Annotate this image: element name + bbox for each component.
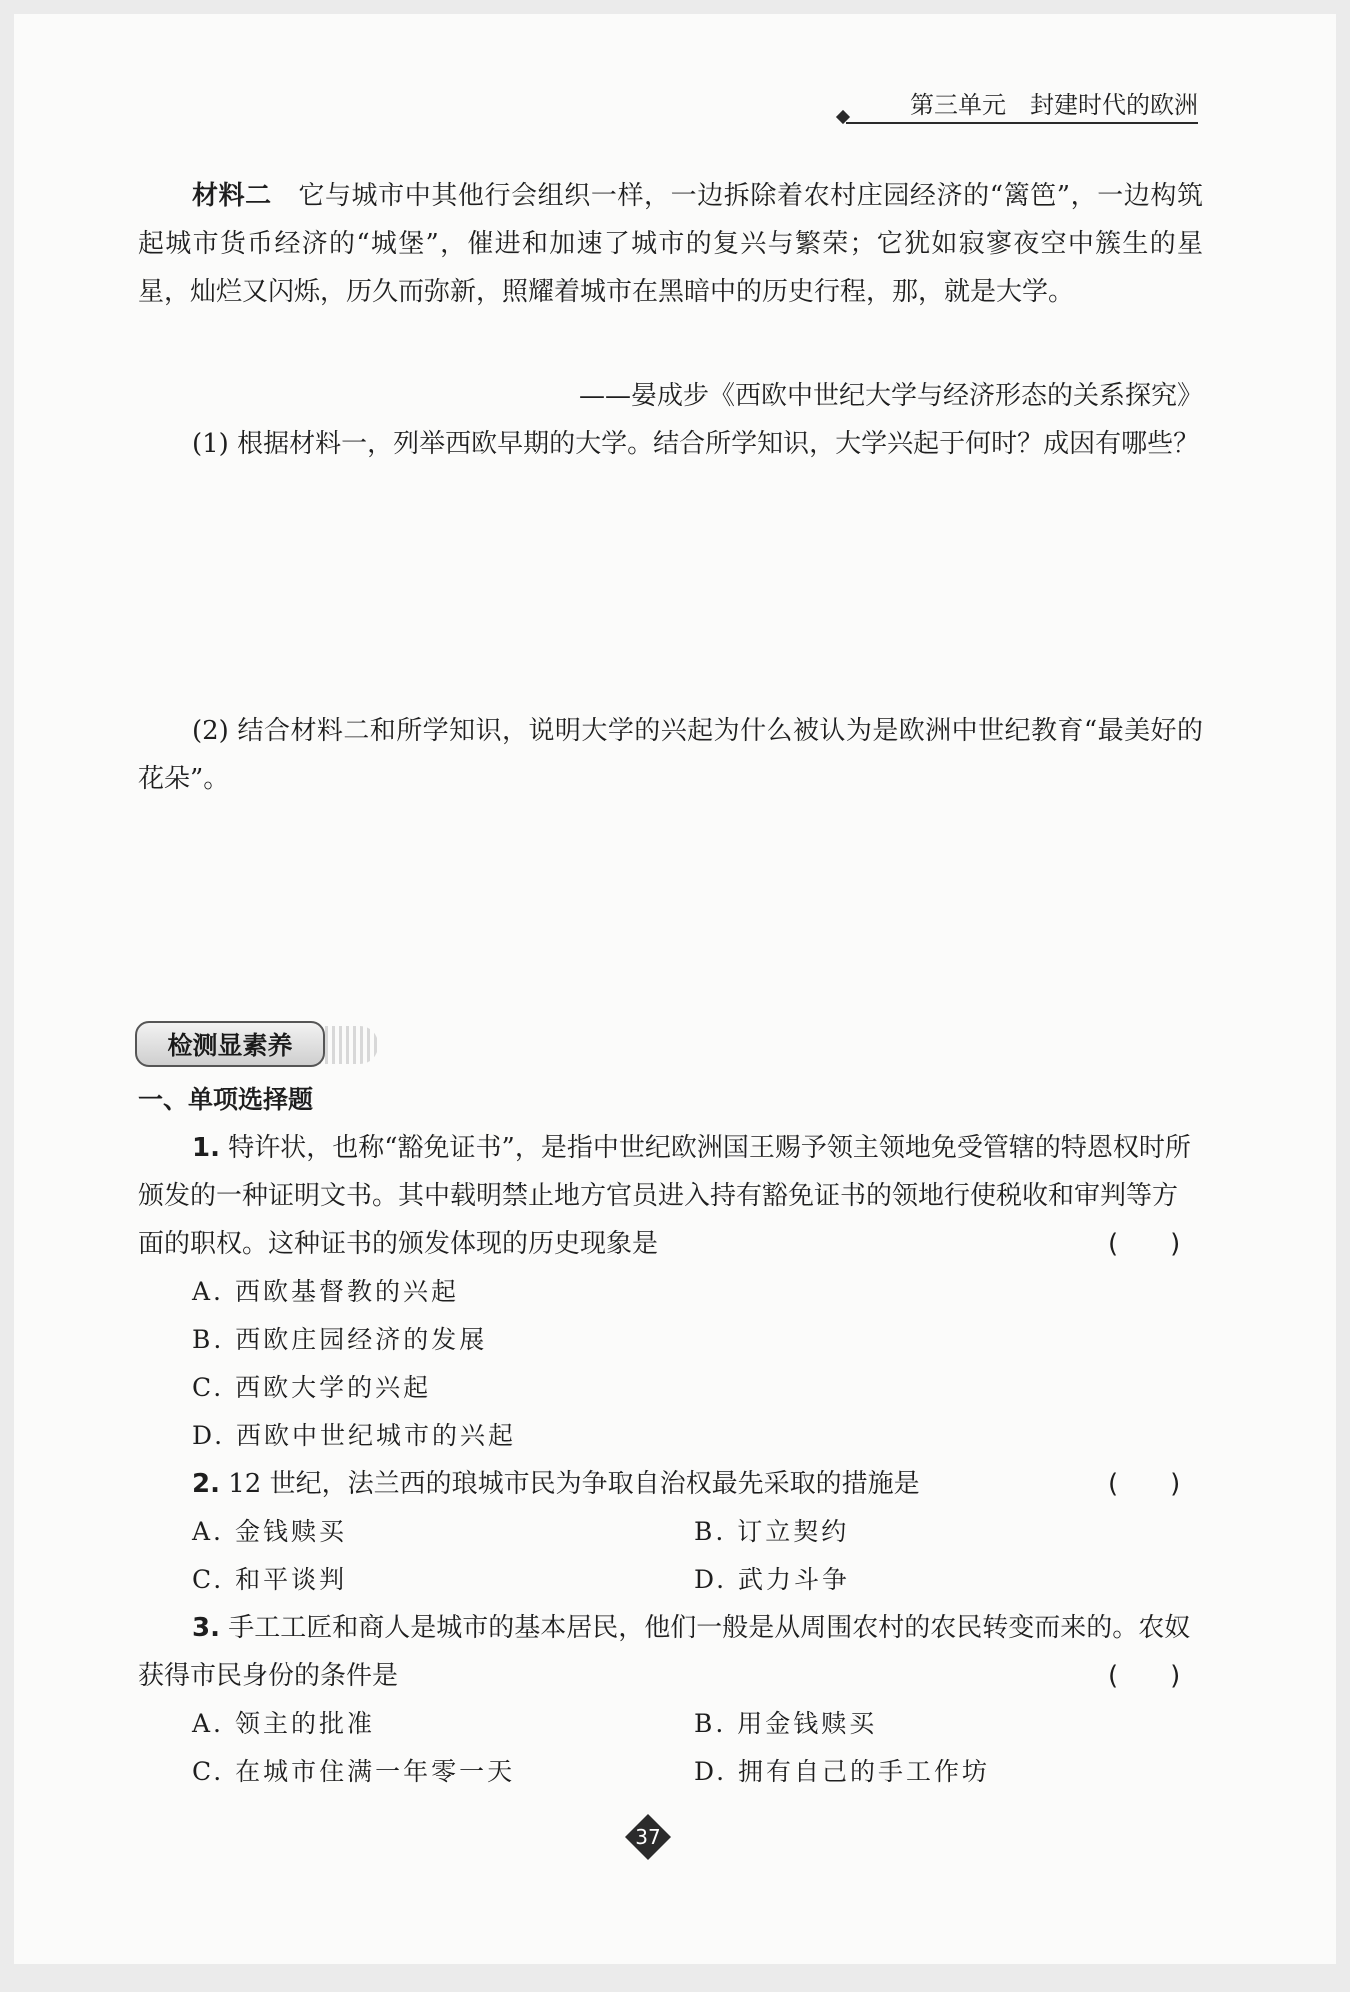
mcq-3-stem — [138, 1604, 1203, 1700]
material-two-text: 它与城市中其他行会组织一样，一边拆除着农村庄园经济的“篱笆”，一边构筑起城市货币经济的“城堡”，催进和加速了城市的复兴与繁荣；它犹如寂寥夜空中簇生的星星，灿烂又闪烁，历久而弥新，照耀着城市在黑暗中的历史行程，那，就是大学。 — [138, 181, 1203, 307]
mcq-2-answer-bracket: ( ) — [1108, 1469, 1181, 1499]
mcq-3-text: 手工工匠和商人是城市的基本居民，他们一般是从周围农村的农民转变而来的。农奴获得市民身份的条件是 — [138, 1613, 1191, 1691]
mcq-2-option-d: D. 武力斗争 — [694, 1565, 851, 1594]
material-two-label: 材料二 — [192, 181, 272, 211]
mcq-2-option-a: A. 金钱赎买 — [192, 1517, 347, 1546]
mcq-2-text: 12 世纪，法兰西的琅城市民为争取自治权最先采取的措施是 — [228, 1469, 920, 1499]
mcq-2-option-c: C. 和平谈判 — [192, 1565, 348, 1594]
mcq-3-number: 3. — [192, 1613, 220, 1643]
section-badge: 检测显素养 — [135, 1021, 325, 1067]
material-question-2: (2) 结合材料二和所学知识，说明大学的兴起为什么被认为是欧洲中世纪教育“最美好的花朵”。 — [138, 716, 1203, 794]
mcq-2-option-b: B. 订立契约 — [694, 1517, 850, 1546]
material-two-source: ——晏成步《西欧中世纪大学与经济形态的关系探究》 — [578, 381, 1203, 411]
page-header: 第三单元 封建时代的欧洲 — [846, 88, 1198, 124]
mcq-3-answer-bracket: ( ) — [1108, 1661, 1181, 1691]
section-title: 一、单项选择题 — [138, 1085, 314, 1114]
mcq-1-option-b: B. 西欧庄园经济的发展 — [192, 1325, 488, 1354]
mcq-1-option-d: D. 西欧中世纪城市的兴起 — [192, 1421, 517, 1450]
mcq-3-option-a: A. 领主的批准 — [192, 1709, 375, 1738]
material-two-paragraph — [138, 172, 1203, 316]
mcq-1-stem — [138, 1124, 1203, 1268]
mcq-3-option-b: B. 用金钱赎买 — [694, 1709, 878, 1738]
mcq-2-stem — [138, 1460, 1038, 1508]
mcq-1-text: 特许状，也称“豁免证书”，是指中世纪欧洲国王赐予领主领地免受管辖的特恩权时所颁发的一种证明文书。其中载明禁止地方官员进入持有豁免证书的领地行使税收和审判等方面的职权。这种证书的颁发体现的历史现象是 — [138, 1133, 1191, 1259]
page-number: 37 — [635, 1825, 661, 1849]
mcq-2-number: 2. — [192, 1469, 220, 1499]
mcq-1-option-c: C. 西欧大学的兴起 — [192, 1373, 432, 1402]
mcq-1-option-a: A. 西欧基督教的兴起 — [192, 1277, 459, 1306]
mcq-1-answer-bracket: ( ) — [1108, 1229, 1181, 1259]
badge-trail-decoration — [318, 1026, 378, 1064]
mcq-1-number: 1. — [192, 1133, 220, 1163]
material-question-1: (1) 根据材料一，列举西欧早期的大学。结合所学知识，大学兴起于何时？成因有哪些？ — [192, 429, 1200, 459]
document-page — [14, 14, 1336, 1964]
mcq-3-option-d: D. 拥有自己的手工作坊 — [694, 1757, 991, 1786]
mcq-3-option-c: C. 在城市住满一年零一天 — [192, 1757, 516, 1786]
